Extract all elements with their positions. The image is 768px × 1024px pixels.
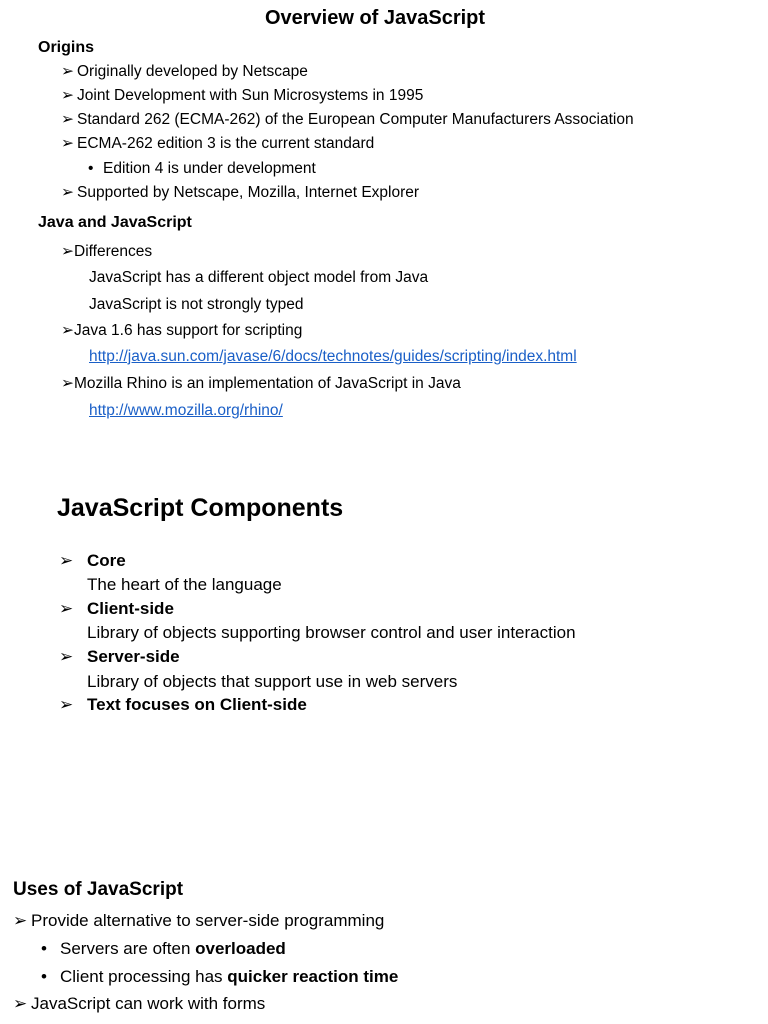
arrow-bullet-icon: ➢ <box>59 551 74 570</box>
component-item: ➢ Core <box>59 551 126 570</box>
difference-line: JavaScript has a different object model from Java <box>89 269 429 286</box>
difference-line: JavaScript is not strongly typed <box>89 296 304 313</box>
arrow-bullet-icon: ➢ <box>59 647 74 666</box>
java-scripting-link[interactable]: http://java.sun.com/javase/6/docs/technotes/guides/scripting/index.html <box>89 348 577 365</box>
component-desc: The heart of the language <box>87 575 282 594</box>
arrow-bullet-icon: ➢ <box>61 111 74 128</box>
uses-item: ➢ JavaScript can work with forms <box>13 994 266 1013</box>
arrow-bullet-icon: ➢ <box>13 911 28 930</box>
uses-subitem: • Servers are often overloaded <box>41 939 286 958</box>
arrow-bullet-icon: ➢ <box>59 695 74 714</box>
dot-bullet-icon: • <box>41 939 47 958</box>
arrow-bullet-icon: ➢ <box>61 243 74 260</box>
arrow-bullet-icon: ➢ <box>59 599 74 618</box>
component-item: ➢ Client-side <box>59 599 174 618</box>
rhino-link[interactable]: http://www.mozilla.org/rhino/ <box>89 402 283 419</box>
arrow-bullet-icon: ➢ <box>61 135 74 152</box>
origins-item: ➢ Standard 262 (ECMA-262) of the European Computer Manufacturers Association <box>61 111 634 128</box>
dot-bullet-icon: • <box>88 160 94 177</box>
component-item: ➢ Server-side <box>59 647 180 666</box>
origins-item: ➢ Supported by Netscape, Mozilla, Internet Explorer <box>61 184 420 201</box>
origins-item: ➢ Originally developed by Netscape <box>61 63 308 80</box>
origins-heading: Origins <box>38 39 95 56</box>
arrow-bullet-icon: ➢ <box>13 994 28 1013</box>
java-js-heading: Java and JavaScript <box>38 214 192 231</box>
dot-bullet-icon: • <box>41 967 47 986</box>
rhino-item: ➢Mozilla Rhino is an implementation of JavaScript in Java <box>61 375 461 392</box>
arrow-bullet-icon: ➢ <box>61 322 74 339</box>
uses-item: ➢ Provide alternative to server-side programming <box>13 911 385 930</box>
java16-item: ➢Java 1.6 has support for scripting <box>61 322 303 339</box>
arrow-bullet-icon: ➢ <box>61 375 74 392</box>
arrow-bullet-icon: ➢ <box>61 87 74 104</box>
uses-title: Uses of JavaScript <box>13 879 184 900</box>
uses-subitem: • Client processing has quicker reaction time <box>41 967 399 986</box>
origins-item: ➢ Joint Development with Sun Microsystems in 1995 <box>61 87 424 104</box>
component-item: ➢ Text focuses on Client-side <box>59 695 307 714</box>
origins-item: ➢ ECMA-262 edition 3 is the current standard <box>61 135 375 152</box>
component-desc: Library of objects supporting browser control and user interaction <box>87 623 576 642</box>
arrow-bullet-icon: ➢ <box>61 63 74 80</box>
origins-subitem: • Edition 4 is under development <box>88 160 316 177</box>
differences-item: ➢Differences <box>61 243 153 260</box>
page-title: Overview of JavaScript <box>264 7 486 29</box>
components-title: JavaScript Components <box>57 494 344 522</box>
arrow-bullet-icon: ➢ <box>61 184 74 201</box>
component-desc: Library of objects that support use in web servers <box>87 672 458 691</box>
